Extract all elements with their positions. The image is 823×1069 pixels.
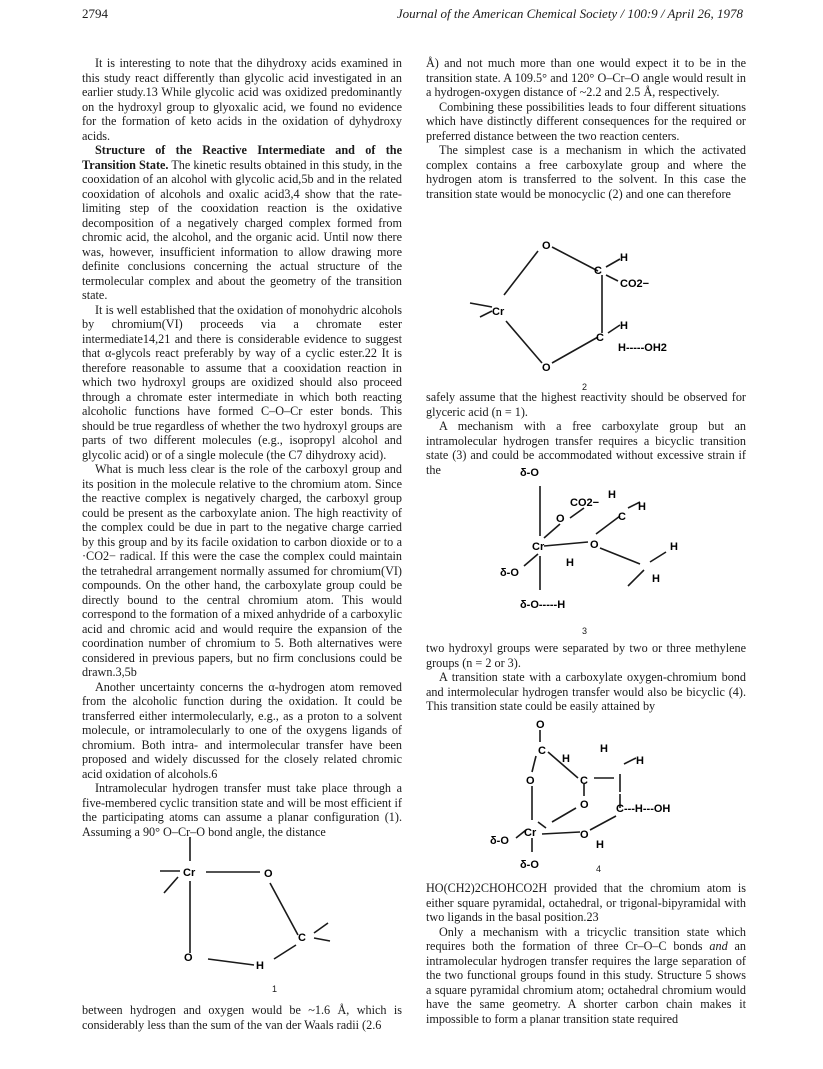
paragraph-part: an intramolecular hydrogen transfer requires the large separation of the two functional groups found in this study. Structure 5 shows a square pyramidal chromium atom; octahedral chromium would have the same geometry. A shorter carbon chain makes it impossible to form a planar transition state required [426, 939, 746, 1026]
atom-label: CO2− [570, 497, 600, 509]
atom-label: H [620, 320, 628, 332]
atom-label: C [618, 511, 626, 523]
paragraph: Combining these possibilities leads to four different situations which have distinctly different consequences for the required or preferred distance between the two reaction centers. [426, 99, 746, 143]
page-number: 2794 [82, 6, 108, 21]
structure-number: 4 [596, 864, 602, 874]
atom-label: H [566, 557, 574, 569]
right-column-top [426, 56, 746, 201]
atom-label: C [596, 332, 604, 344]
atom-label: H [620, 252, 628, 264]
atom-label: Cr [532, 541, 545, 553]
paragraph [426, 925, 746, 1027]
section-heading: Structure of the Reactive Intermediate and of the Transition State. [82, 143, 402, 172]
paragraph: HO(CH2)2CHOHCO2H provided that the chromium atom is either square pyramidal, octahedral, or trigonal-bipyramidal with two ligands in the basal position.23 [426, 881, 746, 924]
atom-label: O [264, 868, 273, 880]
atom-label: C---H---OH [616, 803, 671, 815]
running-header: Journal of the American Chemical Society / 100:9 / April 26, 1978 [396, 6, 743, 21]
paragraph: Intramolecular hydrogen transfer must take place through a five-membered cyclic transition state and will be most efficient if the participating atoms can assume a planar configuration (1). Assuming a 90° O–Cr–O bond angle, the distance [82, 781, 402, 839]
paragraph-body: The kinetic results obtained in this study, in the cooxidation of an alcohol with glycolic acid,5b and in the related cooxidation of alcohols and oxalic acid3,4 show that the rate-limiting step of the cooxidation reaction is the oxidative decomposition of a negatively charged complex formed from chromic acid, the alcohol, and the organic acid. Until now there was, however, insufficient information to allow drawing more definite conclusions concerning the actual structure of the termolecular complex and about the geometry of the transition state. [82, 157, 402, 302]
paragraph: It is interesting to note that the dihydroxy acids examined in this study react differently than glycolic acid investigated in an earlier study.13 While glycolic acid was oxidized predominantly on the hydroxyl group to glyoxalic acid, we found no evidence for the formation of keto acids in the oxidation of dyhydroxy acids. [82, 56, 402, 143]
atom-label: H [608, 489, 616, 501]
paragraph: A transition state with a carboxylate oxygen-chromium bond and intermolecular hydrogen transfer would also be bicyclic (4). This transition state could be easily attained by [426, 670, 746, 713]
atom-label: O [556, 513, 565, 525]
right-column-mid-2 [426, 641, 746, 714]
structure-3 [500, 458, 700, 618]
atom-label: O [580, 829, 589, 841]
paragraph: between hydrogen and oxygen would be ~1.6 Å, which is considerably less than the sum of the van der Waals radii (2.6 [82, 1003, 402, 1032]
atom-label: C [538, 745, 546, 757]
paragraph: The simplest case is a mechanism in which the activated complex contains a free carboxylate group and where the hydrogen atom is transferred to the solvent. In this case the transition state would be monocyclic (2) and one can therefore [426, 143, 746, 201]
structure-number: 1 [272, 984, 278, 994]
atom-label: δ-O [520, 467, 539, 479]
atom-label: O [526, 775, 535, 787]
atom-label: H [636, 755, 644, 767]
structure-2 [460, 233, 700, 373]
paragraph: It is well established that the oxidation of monohydric alcohols by chromium(VI) proceeds via a chromate ester intermediate14,21 and there is considerable evidence to suggest that α-glycols react preferably by way of a cyclic ester.22 It is therefore reasonable to assume that a cooxidation reaction in which two hydroxyl groups are oxidized should also proceed through a chromate ester intermediate in which both reacting alcoholic functions have formed C–O–Cr ester bonds. This should be true regardless of whether the two hydroxyl groups are parts of two different molecules (e.g., isopropyl alcohol and glycolic acid) or of a single molecule (the C7 dihydroxy acid). [82, 302, 402, 462]
right-column-bottom [426, 881, 746, 1026]
paragraph: Another uncertainty concerns the α-hydrogen atom removed from the alcoholic function during the oxidation. It could be transferred either intermolecularly, e.g., as a proton to a solvent molecule, or intramolecularly to one of the oxygens ligands of chromium. Both intra- and intermolecular transfer have been proposed and widely discussed for the closely related chromic acid oxidation of alcohols.6 [82, 679, 402, 781]
emphasis: and [709, 939, 728, 953]
atom-label: C [580, 775, 588, 787]
atom-label: δ-O [520, 859, 539, 871]
atom-label: H-----OH2 [618, 342, 667, 354]
atom-label: H [256, 960, 264, 972]
atom-label: H [638, 501, 646, 513]
atom-label: H [600, 743, 608, 755]
atom-label: H [652, 573, 660, 585]
paragraph: A mechanism with a free carboxylate group but an intramolecular hydrogen transfer requires a bicyclic transition state (3) and could be accommodated without excessive strain if the [426, 419, 746, 477]
left-column-continued [82, 1003, 402, 1032]
atom-label: Cr [183, 867, 196, 879]
atom-label: O [590, 539, 599, 551]
atom-label: Cr [492, 306, 505, 318]
atom-label: δ-O [500, 567, 519, 579]
paragraph: What is much less clear is the role of the carboxyl group and its position in the molecule relative to the chromium atom. Since the reactive complex is negatively charged, the carboxyl group could be present as the carboxylate anion. The high reactivity of the complex could be due in part to the negative charge carried by this group and by its facile oxidation to carbon dioxide or to a ·CO2− radical. If this were the case the complex could maintain the tetrahedral arrangement normally assumed for chromium(VI) compounds. On the other hand, the carboxylate group could be directly bound to the central chromium atom. This would correspond to the formation of a mixed anhydride of a carboxylic acid and chromic acid and would require the expansion of the coordination number of chromium to 5. Both alternatives were considered in previous papers, but no firm conclusions could be drawn.3,5b [82, 462, 402, 679]
paragraph: two hydroxyl groups were separated by two or three methylene groups (n = 2 or 3). [426, 641, 746, 670]
atom-label: O [580, 799, 589, 811]
paragraph: safely assume that the highest reactivity should be observed for glyceric acid (n = 1). [426, 390, 746, 419]
structure-number: 3 [582, 626, 588, 636]
paragraph-part: Only a mechanism with a tricyclic transition state which requires both the formation of three Cr–O–C bonds [426, 924, 746, 953]
atom-label: CO2− [620, 278, 650, 290]
atom-label: O [536, 719, 545, 731]
atom-label: C [298, 932, 306, 944]
atom-label: O [542, 362, 551, 373]
atom-label: H [596, 839, 604, 851]
paragraph [82, 143, 402, 303]
atom-label: O [542, 240, 551, 252]
left-column [82, 56, 402, 839]
atom-label: O [184, 952, 193, 964]
atom-label: δ-O-----H [520, 599, 566, 611]
atom-label: H [562, 753, 570, 765]
atom-label: Cr [524, 827, 537, 839]
structure-1 [130, 835, 350, 995]
structure-4 [480, 712, 700, 872]
atom-label: H [670, 541, 678, 553]
structure-number: 2 [582, 382, 588, 392]
paragraph: Å) and not much more than one would expect it to be in the transition state. A 109.5° and 120° O–Cr–O angle would result in a hydrogen-oxygen distance of ~2.2 and 2.5 Å, respectively. [426, 56, 746, 99]
atom-label: C [594, 265, 602, 277]
atom-label: δ-O [490, 835, 509, 847]
